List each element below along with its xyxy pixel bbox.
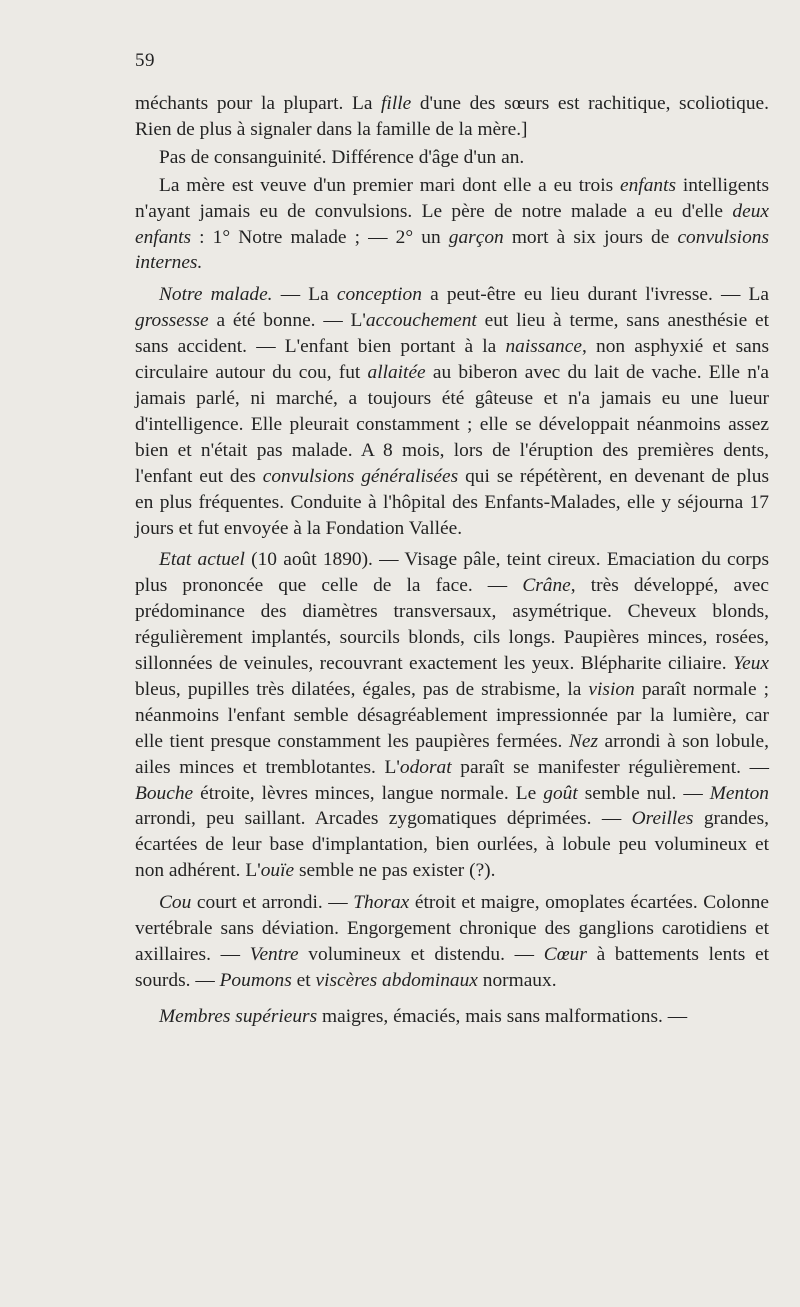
paragraph-current-state xyxy=(135,547,769,884)
italic-run: grossesse xyxy=(135,310,209,332)
text-run: arrondi à son lobule, ailes minces et tremblotantes. L' xyxy=(135,730,769,778)
text-run: et xyxy=(291,969,316,991)
italic-run: Yeux xyxy=(733,653,769,675)
italic-run: Oreilles xyxy=(631,808,694,830)
text-run: étroite, lèvres minces, langue normale. Le xyxy=(193,782,544,804)
text-run: semble nul. — xyxy=(577,782,710,804)
text-run: d'une des sœurs est rachitique, scoliotique. Rien de plus à signaler dans la famille de la mère.] xyxy=(135,93,769,140)
italic-run: Membres supérieurs xyxy=(159,1005,318,1027)
text-run: maigres, émaciés, mais sans malformations. — xyxy=(317,1005,688,1027)
italic-run: deux enfants xyxy=(135,200,769,248)
italic-run: vision xyxy=(588,678,635,700)
text-run: normaux. xyxy=(477,969,557,991)
text-run: intelligents n'ayant jamais eu de convulsions. Le père de notre malade a eu d'elle xyxy=(135,174,769,222)
text-run: mort à six jours de xyxy=(503,226,678,248)
italic-run: Bouche xyxy=(135,782,194,804)
text-run: paraît se manifester régulièrement. — xyxy=(451,756,769,778)
text-run: au biberon avec du lait de vache. Elle n'a jamais parlé, ni marché, a toujours été gâteuse et n'a jamais eu une lueur d'intelligence. Elle pleurait constamment ; elle se développait néanmoins assez bien et n'était pas malade. A 8 mois, lors de l'éruption des premières dents, l'enfant eut des xyxy=(135,362,770,487)
text-run: méchants pour la plupart. La xyxy=(135,93,382,114)
text-run: — La xyxy=(272,284,337,306)
paragraph-upper-limbs xyxy=(135,1004,769,1030)
paragraph-family-note xyxy=(135,91,769,143)
text-run: grandes, écartées de leur base d'implantation, bien ourlées, à lobule peu volumineux et non adhérent. L' xyxy=(135,808,770,882)
text-run: à battements lents et sourds. — xyxy=(135,944,769,991)
italic-run: Poumons xyxy=(219,969,292,991)
text-run: bleus, pupilles très dilatées, égales, pas de strabisme, la xyxy=(135,678,589,700)
italic-run: odorat xyxy=(399,756,452,778)
italic-run: enfants xyxy=(620,174,677,196)
text-run: semble ne pas exister (?). xyxy=(294,860,496,882)
italic-run: accouchement xyxy=(365,310,477,332)
italic-run: convulsions internes. xyxy=(135,226,770,274)
text-run: court et arrondi. — xyxy=(191,892,354,914)
text-run: a peut-être eu lieu durant l'ivresse. — La xyxy=(421,284,770,306)
paragraph-mother xyxy=(135,173,769,277)
text-run: La mère est veuve d'un premier mari dont elle a eu trois xyxy=(159,174,620,196)
text-run: eut lieu à terme, sans anesthésie et sans accident. — L'enfant bien portant à la xyxy=(135,310,769,358)
italic-run: goût xyxy=(543,782,578,804)
text-run: arrondi, peu saillant. Arcades zygomatiques déprimées. — xyxy=(135,808,632,830)
body-text xyxy=(135,91,769,1032)
italic-run: Crâne xyxy=(522,575,571,597)
text-run: étroit et maigre, omoplates écartées. Colonne vertébrale sans déviation. Engorgement chronique des ganglions carotidiens et axillaires. — xyxy=(135,892,769,965)
page-number: 59 xyxy=(135,50,155,71)
italic-run: ouïe xyxy=(260,860,295,882)
text-run: , non asphyxié et sans circulaire autour du cou, fut xyxy=(135,336,769,384)
paragraph-neck-thorax xyxy=(135,890,769,994)
italic-run: Menton xyxy=(709,782,769,804)
italic-run: fille xyxy=(381,93,412,114)
paragraph-patient-history xyxy=(135,282,769,541)
italic-run: conception xyxy=(336,284,422,306)
text-run: : 1° Notre malade ; — 2° un xyxy=(191,226,449,248)
italic-run: allaitée xyxy=(367,362,426,384)
text-run: , très développé, avec prédominance des diamètres transversaux, asymétrique. Cheveux blonds, régulièrement implantés, sourcils blonds, cils longs. Paupières minces, rosées, sillonnées de veinules, recouvrant exactement les yeux. Blépharite ciliaire. xyxy=(135,575,769,675)
italic-run: Cou xyxy=(159,892,192,914)
italic-run: Etat actuel xyxy=(159,549,245,571)
text-run: (10 août 1890). — Visage pâle, teint cireux. Emaciation du corps plus prononcée que celle de la face. — xyxy=(135,549,769,597)
italic-run: convulsions généralisées xyxy=(262,465,459,487)
paragraph-consanguinity xyxy=(135,145,769,171)
italic-run: naissance xyxy=(505,336,582,358)
text-run: volumineux et distendu. — xyxy=(298,944,544,965)
text-run: qui se répétèrent, en devenant de plus en plus fréquentes. Conduite à l'hôpital des Enfants-Malades, elle y séjourna 17 jours et fut envoyée à la Fondation Vallée. xyxy=(135,465,769,539)
italic-run: viscères abdominaux xyxy=(315,969,478,991)
text-run: Pas de consanguinité. Différence d'âge d'un an. xyxy=(159,146,525,168)
italic-run: Thorax xyxy=(353,892,410,914)
italic-run: Cœur xyxy=(543,944,587,965)
italic-run: Nez xyxy=(568,730,599,752)
italic-run: Notre malade. xyxy=(159,284,273,306)
italic-run: Ventre xyxy=(249,944,299,965)
text-run: a été bonne. — L' xyxy=(208,310,366,332)
italic-run: garçon xyxy=(448,226,504,248)
text-run: paraît normale ; néanmoins l'enfant semble désagréablement impressionnée par la lumière, car elle tient presque constamment les paupières fermées. xyxy=(135,678,769,752)
